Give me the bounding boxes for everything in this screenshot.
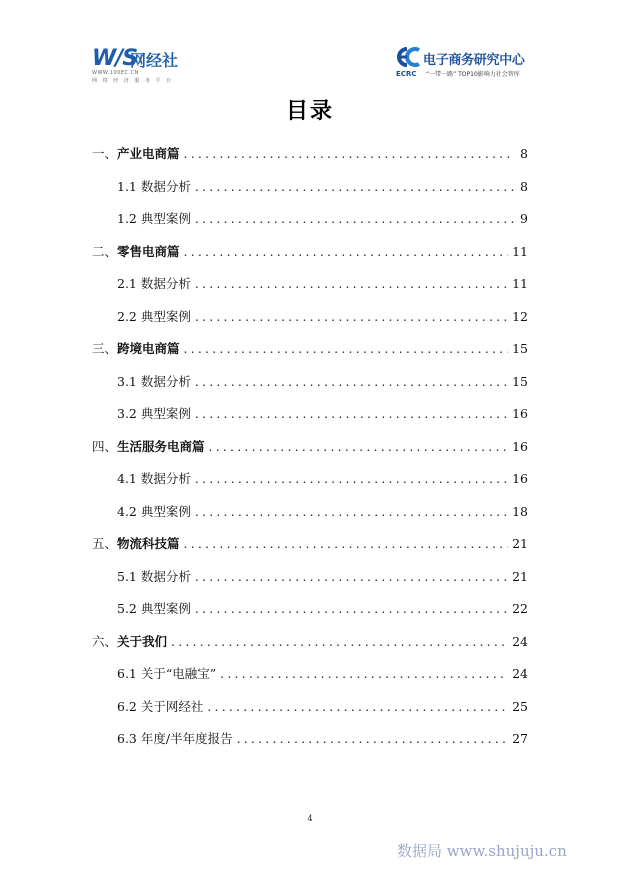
- toc-entry[interactable]: [117, 177, 528, 197]
- toc-entry-title: 1.2 典型案例: [117, 211, 191, 226]
- toc-entry-title: 6.3 年度/半年度报告: [117, 731, 233, 746]
- toc-entry-page: 15: [512, 373, 528, 389]
- toc-leader-dots: [195, 307, 508, 327]
- toc-entry-page: 8: [520, 178, 528, 194]
- toc-entry-title: 6.2 关于网经社: [117, 698, 204, 714]
- toc-entry-title: 关于我们: [117, 633, 168, 649]
- toc-entry-title: 2.1 数据分析: [117, 276, 191, 291]
- toc-entry-page: 11: [512, 276, 528, 291]
- toc-entry[interactable]: [117, 502, 528, 522]
- toc-entry-page: 15: [512, 341, 528, 356]
- page-title: 目录: [285, 99, 334, 124]
- toc-leader-dots: [184, 339, 509, 359]
- toc-entry-page: 24: [512, 666, 528, 681]
- ecrc-logo-name: 电子商务研究中心: [423, 53, 525, 68]
- toc-entry-prefix: 三、: [92, 341, 118, 356]
- watermark: 数据局 www.shujuju.cn: [397, 842, 567, 860]
- toc-entry-label: [92, 339, 180, 359]
- toc-leader-dots: [237, 729, 509, 749]
- toc-entry-title: 6.1 关于“电融宝”: [117, 666, 217, 681]
- toc-entry[interactable]: [117, 729, 528, 749]
- toc-entry[interactable]: [117, 567, 528, 587]
- toc-entry-prefix: 六、: [92, 633, 118, 649]
- ecrc-logo-label: ECRC: [396, 70, 417, 78]
- toc-entry-title: 3.1 数据分析: [117, 373, 191, 389]
- toc-entry-title: 4.1 数据分析: [117, 471, 191, 486]
- toc-entry[interactable]: [117, 697, 528, 717]
- toc-entry-prefix: 一、: [92, 146, 118, 161]
- toc-entry[interactable]: [117, 372, 528, 392]
- toc-entry-page: 9: [520, 211, 528, 226]
- ecrc-logo-slogan: “一带一路” TOP10影响力社会智库: [426, 71, 520, 78]
- toc-leader-dots: [195, 404, 508, 424]
- toc-entry-page: 24: [512, 633, 528, 649]
- toc-leader-dots: [195, 599, 508, 619]
- toc-entry-page: 16: [512, 438, 528, 454]
- page-number: 4: [307, 814, 313, 823]
- ws-logo-mark: W/S: [92, 46, 138, 71]
- toc-entry-page: 12: [512, 308, 528, 324]
- toc-entry-title: 3.2 典型案例: [117, 406, 191, 421]
- toc-entry-title: 4.2 典型案例: [117, 503, 191, 519]
- toc-entry[interactable]: [117, 599, 528, 619]
- toc-leader-dots: [195, 274, 508, 294]
- ec-logo-icon: [396, 46, 422, 68]
- toc-leader-dots: [220, 664, 508, 684]
- toc-entry[interactable]: [117, 274, 528, 294]
- toc-entry-prefix: 二、: [92, 243, 118, 259]
- ecrc-logo: [396, 48, 536, 80]
- wangjingshe-logo: [92, 46, 212, 86]
- toc-entry-title: 零售电商篇: [117, 243, 180, 259]
- toc-entry-prefix: 五、: [92, 536, 118, 551]
- toc-entry-title: 1.1 数据分析: [117, 178, 191, 194]
- toc-entry[interactable]: [117, 664, 528, 684]
- toc-leader-dots: [171, 632, 508, 652]
- toc-entry[interactable]: [92, 632, 528, 652]
- toc-entry-label: [92, 242, 180, 262]
- toc-entry-page: 25: [512, 698, 528, 714]
- toc-entry[interactable]: [92, 534, 528, 554]
- toc-entry[interactable]: [92, 339, 528, 359]
- wangjingshe-logo-name: 网经社: [130, 51, 179, 70]
- toc-entry-page: 8: [520, 146, 528, 161]
- wangjingshe-logo-subtitle: 网 络 经 济 服 务 平 台: [92, 78, 174, 84]
- toc-entry-title: 产业电商篇: [117, 146, 180, 161]
- toc-leader-dots: [184, 242, 509, 262]
- toc-leader-dots: [195, 469, 508, 489]
- toc-leader-dots: [209, 437, 509, 457]
- toc-entry-title: 2.2 典型案例: [117, 308, 191, 324]
- toc-leader-dots: [195, 567, 508, 587]
- toc-entry-label: [92, 437, 205, 457]
- toc-leader-dots: [195, 209, 514, 229]
- toc-entry[interactable]: [117, 209, 528, 229]
- toc-entry-page: 21: [512, 568, 528, 584]
- toc-entry-title: 跨境电商篇: [117, 341, 180, 356]
- toc-entry-label: [92, 144, 180, 164]
- toc-leader-dots: [195, 372, 508, 392]
- toc-entry[interactable]: [92, 242, 528, 262]
- toc-leader-dots: [195, 177, 514, 197]
- wangjingshe-logo-url: WWW.100EC.CN: [92, 70, 139, 76]
- toc-entry-title: 5.2 典型案例: [117, 601, 191, 616]
- toc-entry-page: 16: [512, 471, 528, 486]
- toc-leader-dots: [195, 502, 508, 522]
- toc-entry-page: 22: [512, 601, 528, 616]
- toc-entry-page: 21: [512, 536, 528, 551]
- toc-entry[interactable]: [117, 469, 528, 489]
- toc-leader-dots: [184, 144, 514, 164]
- toc-entry-label: [92, 534, 180, 554]
- toc-leader-dots: [184, 534, 509, 554]
- toc-entry[interactable]: [117, 404, 528, 424]
- toc-entry-label: [92, 632, 167, 652]
- toc-entry-page: 18: [512, 503, 528, 519]
- toc-entry-title: 物流科技篇: [117, 536, 180, 551]
- toc-entry-title: 5.1 数据分析: [117, 568, 191, 584]
- toc-entry-prefix: 四、: [92, 438, 118, 454]
- toc-entry[interactable]: [92, 144, 528, 164]
- toc-entry[interactable]: [92, 437, 528, 457]
- toc-leader-dots: [207, 697, 508, 717]
- toc-entry[interactable]: [117, 307, 528, 327]
- toc-entry-page: 27: [512, 731, 528, 746]
- toc-entry-page: 16: [512, 406, 528, 421]
- toc-entry-title: 生活服务电商篇: [117, 438, 205, 454]
- toc-entry-page: 11: [512, 243, 528, 259]
